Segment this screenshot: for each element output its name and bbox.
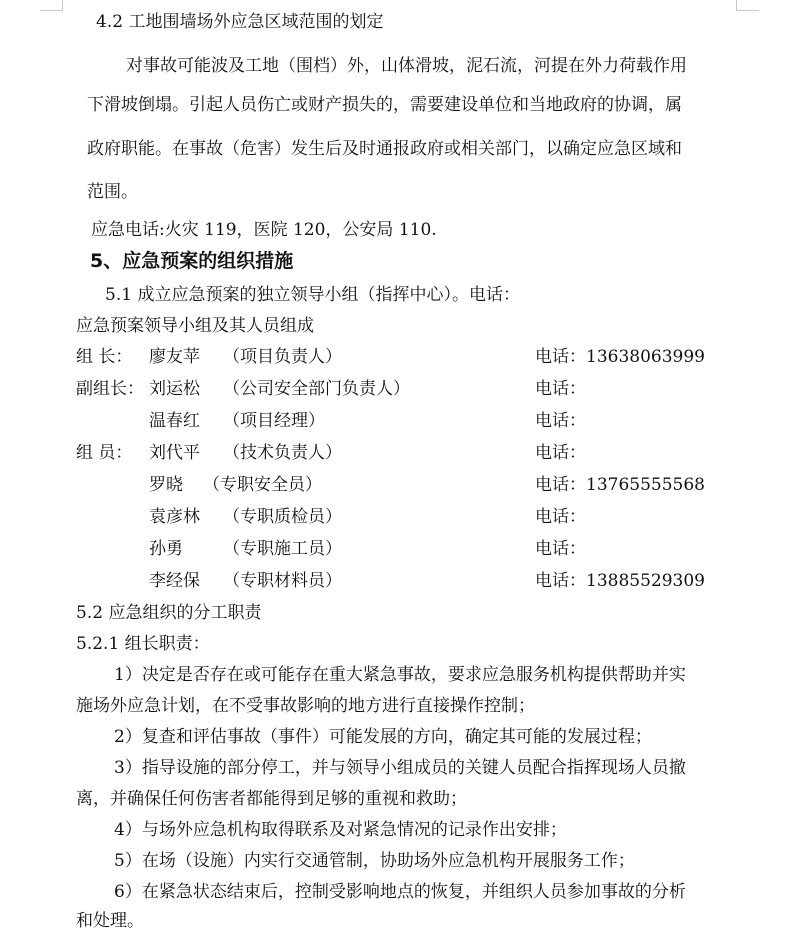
member-name: 温春红 (149, 411, 200, 431)
page-corner-mark-left (40, 0, 63, 11)
paragraph-line: 政府职能。在事故（危害）发生后及时通报政府或相关部门，以确定应急区域和 (87, 139, 682, 159)
member-row (0, 473, 794, 497)
member-duty: （公司安全部门负责人） (223, 379, 410, 399)
member-duty: （专职安全员） (203, 475, 322, 495)
duty-line: 4）与场外应急机构取得联系及对紧急情况的记录作出安排； (114, 820, 567, 840)
duty-line: 和处理。 (76, 911, 144, 931)
page-corner-mark-right (736, 0, 759, 11)
member-duty: （专职质检员） (223, 507, 342, 527)
member-duty: （项目负责人） (223, 347, 342, 367)
member-role: 组 员： (76, 443, 133, 463)
member-phone: 电话：13638063999 (535, 347, 705, 367)
member-row (0, 537, 794, 561)
member-name: 孙勇 (149, 539, 183, 559)
emergency-phone-line: 应急电话:火灾 119，医院 120，公安局 110. (91, 220, 437, 240)
section-5-2-heading: 5.2 应急组织的分工职责 (76, 603, 262, 623)
member-phone: 电话： (535, 539, 586, 559)
duty-line: 3）指导设施的部分停工，并与领导小组成员的关键人员配合指挥现场人员撤 (114, 758, 686, 778)
member-duty: （专职施工员） (223, 539, 342, 559)
section-5-2-1-heading: 5.2.1 组长职责： (76, 634, 210, 654)
member-duty: （专职材料员） (223, 571, 342, 591)
member-name: 廖友苹 (149, 347, 200, 367)
member-name: 袁彦林 (149, 507, 200, 527)
duty-line: 离，并确保任何伤害者都能得到足够的重视和救助； (76, 789, 467, 809)
member-row (0, 505, 794, 529)
member-phone: 电话： (535, 411, 586, 431)
member-phone: 电话：13885529309 (535, 571, 705, 591)
duty-line: 5）在场（设施）内实行交通管制，协助场外应急机构开展服务工作； (114, 851, 635, 871)
paragraph-line: 对事故可能波及工地（围档）外，山体滑坡，泥石流，河提在外力荷载作用 (126, 56, 687, 76)
member-row (0, 441, 794, 465)
section-5-heading: 5、应急预案的组织措施 (90, 250, 294, 272)
member-row (0, 409, 794, 433)
group-intro: 应急预案领导小组及其人员组成 (76, 316, 314, 336)
duty-line: 6）在紧急状态结束后，控制受影响地点的恢复，并组织人员参加事故的分析 (114, 882, 686, 902)
member-name: 刘代平 (149, 443, 200, 463)
member-name: 李经保 (149, 571, 200, 591)
member-row (0, 377, 794, 401)
section-4-2-heading: 4.2 工地围墙场外应急区域范围的划定 (96, 12, 384, 32)
member-phone: 电话： (535, 379, 586, 399)
member-phone: 电话：13765555568 (535, 475, 705, 495)
paragraph-line: 下滑坡倒塌。引起人员伤亡或财产损失的，需要建设单位和当地政府的协调，属 (87, 95, 682, 115)
duty-line: 2）复查和评估事故（事件）可能发展的方向，确定其可能的发展过程； (114, 727, 652, 747)
member-row (0, 569, 794, 593)
duty-line: 1）决定是否存在或可能存在重大紧急事故，要求应急服务机构提供帮助并实 (114, 665, 686, 685)
member-role: 副组长： (76, 379, 144, 399)
member-duty: （项目经理） (223, 411, 325, 431)
member-name: 罗晓 (149, 475, 183, 495)
member-name: 刘运松 (149, 379, 200, 399)
section-5-1-heading: 5.1 成立应急预案的独立领导小组（指挥中心）。电话： (105, 285, 520, 305)
member-phone: 电话： (535, 507, 586, 527)
member-role: 组 长： (76, 347, 133, 367)
member-phone: 电话： (535, 443, 586, 463)
member-duty: （技术负责人） (223, 443, 342, 463)
duty-line: 施场外应急计划，在不受事故影响的地方进行直接操作控制； (76, 696, 535, 716)
member-row (0, 345, 794, 369)
paragraph-line: 范围。 (87, 182, 138, 202)
